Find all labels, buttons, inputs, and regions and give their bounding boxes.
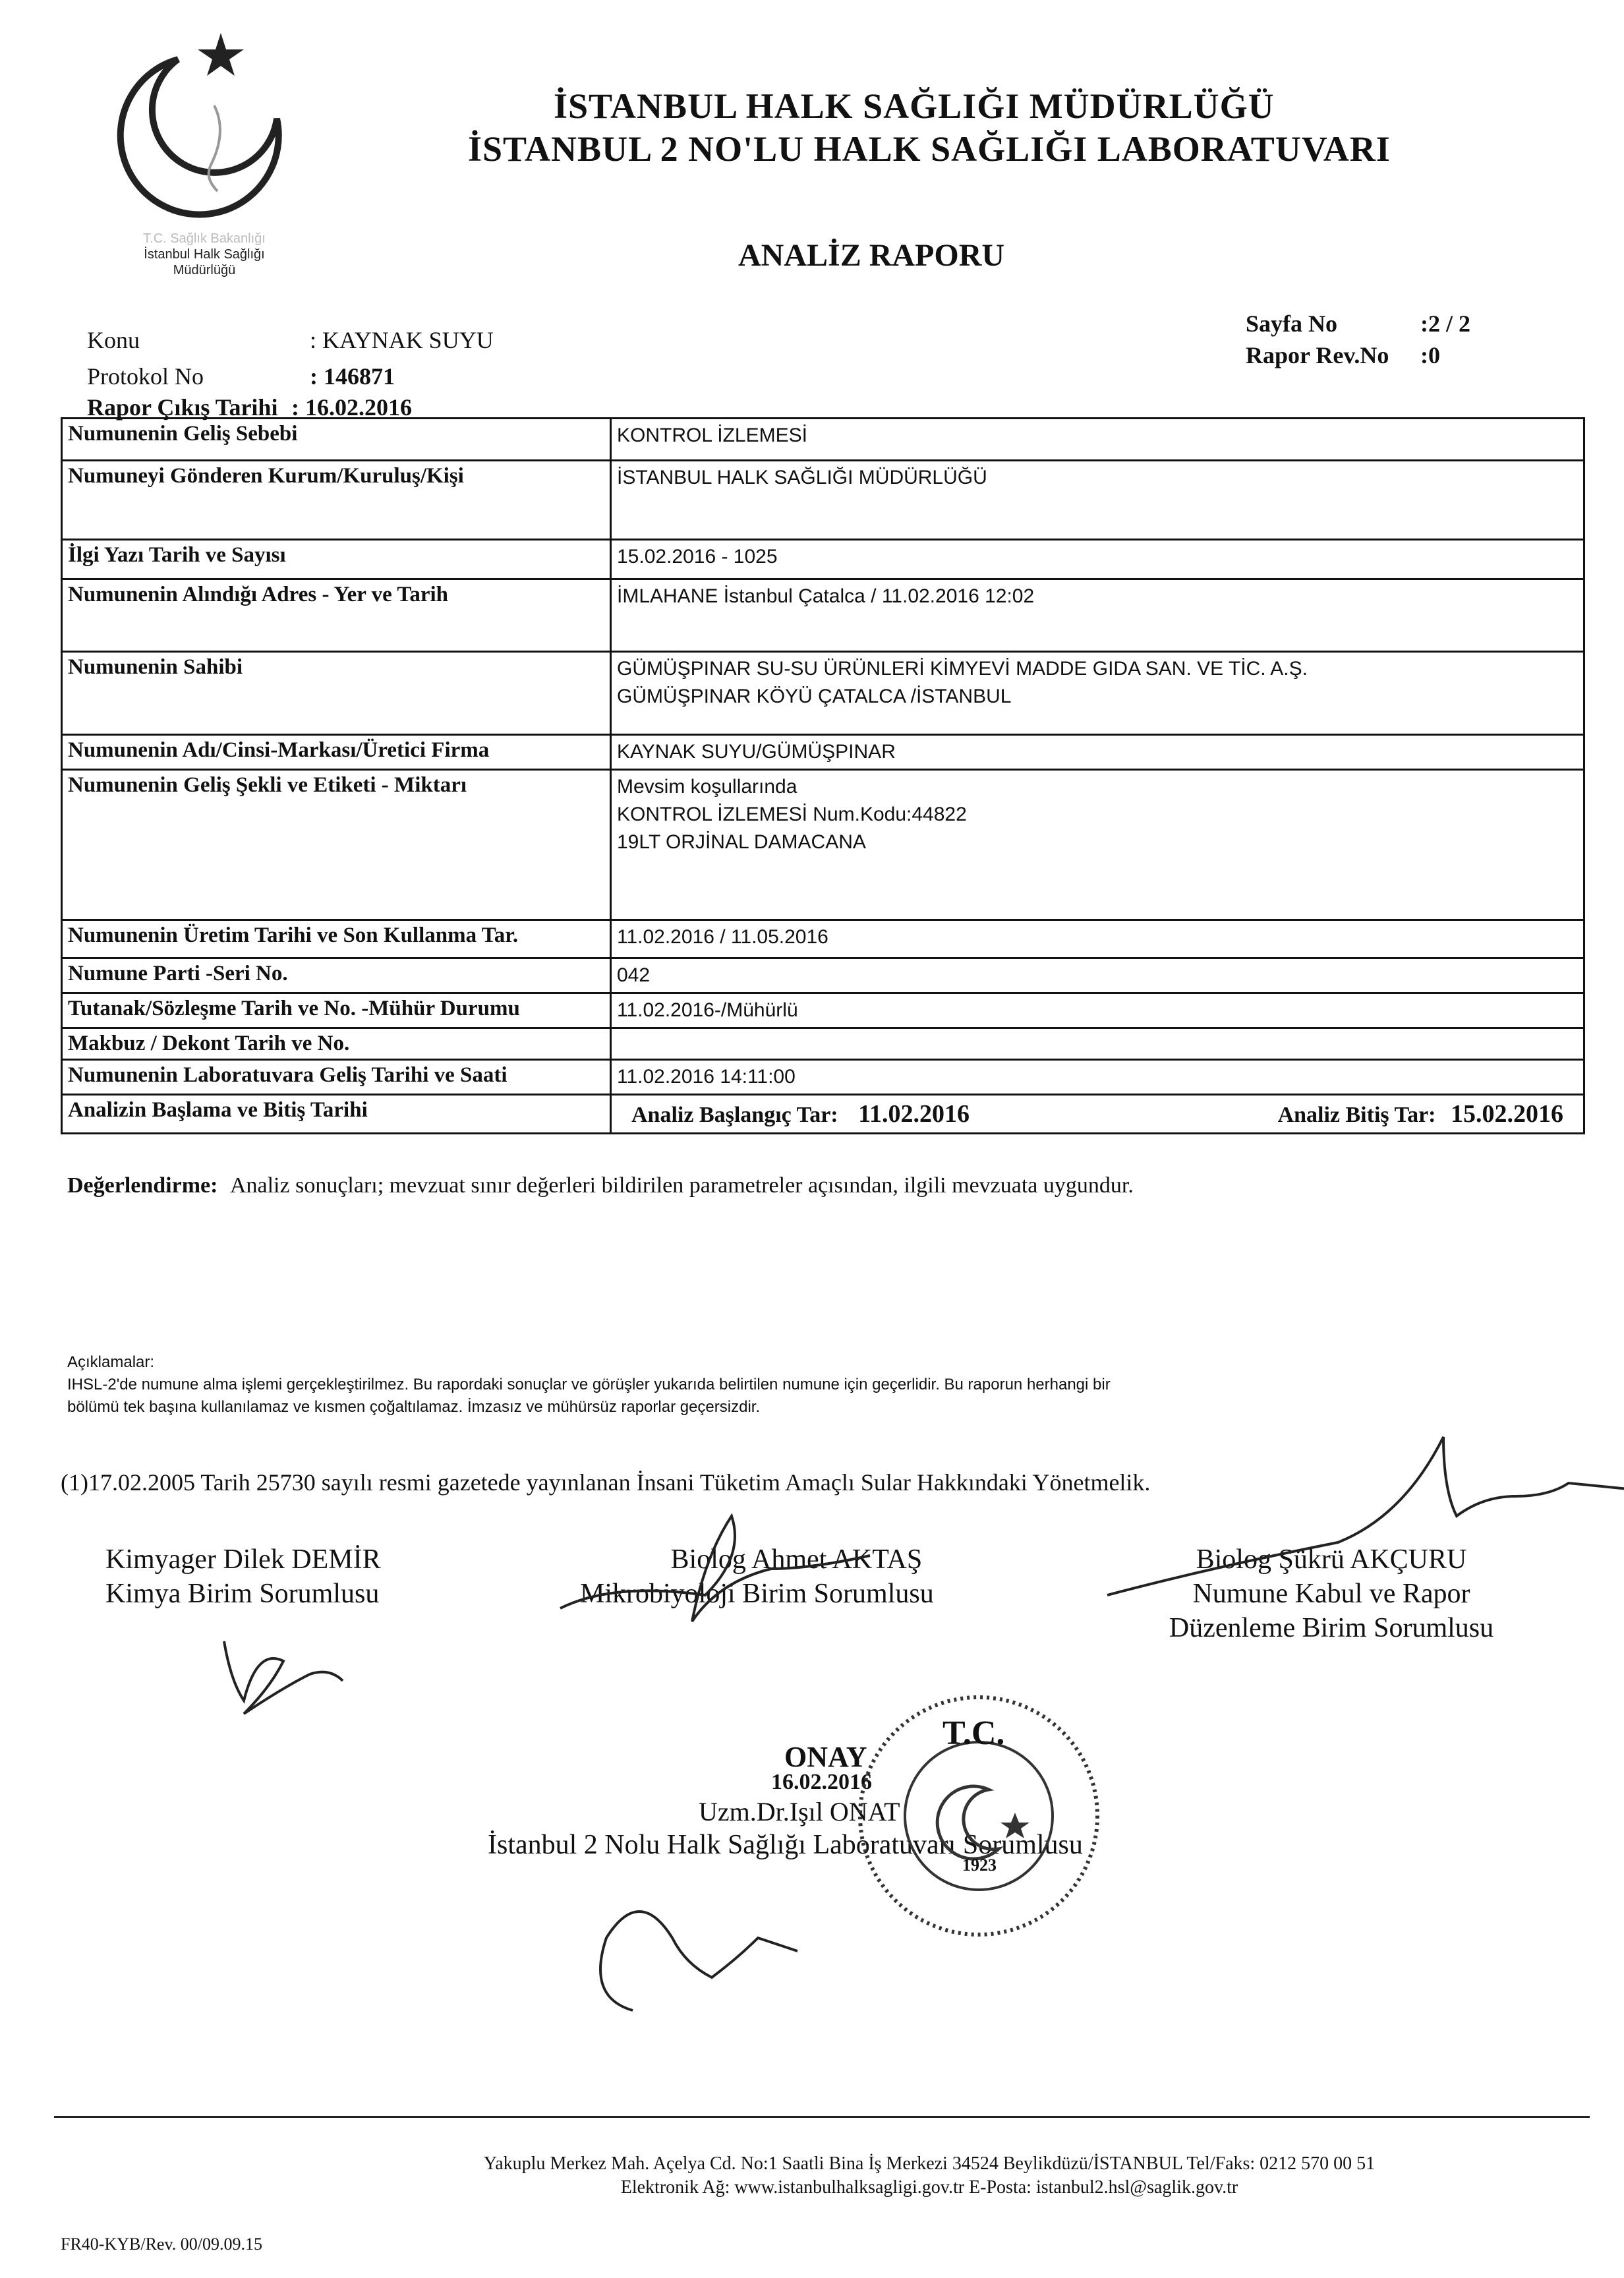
row-value-line-2: GÜMÜŞPINAR KÖYÜ ÇATALCA /İSTANBUL: [617, 686, 1012, 707]
row-value-line-1: Mevsim koşullarında: [617, 776, 798, 798]
row-value: 11.02.2016-/Mühürlü: [617, 999, 798, 1021]
notes-line-1: IHSL-2'de numune alma işlemi gerçekleştirilmez. Bu rapordaki sonuçlar ve görüşler yukarıda belirtilen numune için geçerlidir. Bu raporun herhangi bir: [67, 1376, 1111, 1393]
signer-role: Mikrobiyoloji Birim Sorumlusu: [580, 1579, 934, 1609]
notes-line-2: bölümü tek başına kullanılamaz ve kısmen çoğaltılamaz. İmzasız ve mühürsüz raporlar geçersizdir.: [67, 1398, 761, 1416]
logo-caption-ministry: T.C. Sağlık Bakanlığı: [143, 231, 266, 246]
row-value: 042: [617, 964, 651, 986]
analysis-start-label: Analiz Başlangıç Tar:: [631, 1103, 838, 1127]
stamp-year: 1923: [962, 1855, 997, 1875]
report-title: ANALİZ RAPORU: [738, 238, 1005, 273]
row-label: Numunenin Geliş Sebebi: [62, 419, 611, 461]
row-value: 15.02.2016 - 1025: [617, 546, 778, 568]
row-label: İlgi Yazı Tarih ve Sayısı: [62, 540, 611, 579]
footer-address: Yakuplu Merkez Mah. Açelya Cd. No:1 Saatli Bina İş Merkezi 34524 Beylikdüzü/İSTANBUL Tel/Faks: 0212 570 00 51: [483, 2153, 1376, 2174]
form-code: FR40-KYB/Rev. 00/09.09.15: [61, 2234, 262, 2254]
signer-name: Kimyager Dilek DEMİR: [105, 1544, 381, 1575]
report-date-value: : 16.02.2016: [291, 394, 412, 421]
analysis-end-label: Analiz Bitiş Tar:: [1277, 1103, 1436, 1127]
approver-name: Uzm.Dr.Işıl ONAT: [699, 1797, 900, 1826]
row-value: 11.02.2016 / 11.05.2016: [617, 926, 828, 948]
analysis-start-value: 11.02.2016: [858, 1100, 970, 1128]
footer-address-block: [316, 2152, 1542, 2200]
title-line-1: İSTANBUL HALK SAĞLIĞI MÜDÜRLÜĞÜ: [554, 86, 1275, 126]
official-stamp: [850, 1687, 1107, 1944]
row-value: 11.02.2016 14:11:00: [617, 1066, 796, 1088]
row-label: Numunenin Adı/Cinsi-Markası/Üretici Firma: [62, 735, 611, 770]
regulation-reference: (1)17.02.2005 Tarih 25730 sayılı resmi gazetede yayınlanan İnsani Tüketim Amaçlı Sular Hakkındaki Yönetmelik.: [61, 1469, 1151, 1496]
row-label: Numunenin Laboratuvara Geliş Tarihi ve Saati: [62, 1060, 611, 1095]
row-label: Numunenin Alındığı Adres - Yer ve Tarih: [62, 579, 611, 652]
signer-name: Biolog Şükrü AKÇURU: [1196, 1544, 1467, 1575]
evaluation-text: Analiz sonuçları; mevzuat sınır değerleri bildirilen parametreler açısından, ilgili mevzuata uygundur.: [229, 1173, 1134, 1198]
approval-label: ONAY: [784, 1741, 867, 1773]
revision-value: :0: [1420, 342, 1440, 368]
stamp-center-text: T.C.: [942, 1714, 1005, 1752]
logo-caption-directorate-2: Müdürlüğü: [173, 263, 236, 277]
row-value: İSTANBUL HALK SAĞLIĞI MÜDÜRLÜĞÜ: [617, 467, 987, 488]
konu-label: Konu: [87, 327, 140, 353]
signer-name: Biolog Ahmet AKTAŞ: [670, 1544, 923, 1575]
revision-label: Rapor Rev.No: [1246, 342, 1389, 368]
notes-heading: Açıklamalar:: [67, 1353, 155, 1371]
row-label: Numune Parti -Seri No.: [62, 958, 611, 993]
row-label: Numuneyi Gönderen Kurum/Kuruluş/Kişi: [62, 461, 611, 540]
page-no-value: :2 / 2: [1420, 310, 1470, 337]
row-value: KONTROL İZLEMESİ: [617, 424, 807, 446]
row-value: KAYNAK SUYU/GÜMÜŞPINAR: [617, 741, 896, 763]
page-no-label: Sayfa No: [1246, 310, 1338, 337]
row-label: Makbuz / Dekont Tarih ve No.: [62, 1028, 611, 1060]
report-date-label: Rapor Çıkış Tarihi: [87, 394, 278, 421]
row-label: Numunenin Üretim Tarihi ve Son Kullanma Tar.: [62, 920, 611, 958]
row-label: Analizin Başlama ve Bitiş Tarihi: [62, 1095, 611, 1134]
row-value-line-3: 19LT ORJİNAL DAMACANA: [617, 831, 866, 853]
approver-role: İstanbul 2 Nolu Halk Sağlığı Laboratuvarı Sorumlusu: [488, 1830, 1083, 1860]
protokol-label: Protokol No: [87, 363, 204, 390]
row-value-line-1: GÜMÜŞPINAR SU-SU ÜRÜNLERİ KİMYEVİ MADDE GIDA SAN. VE TİC. A.Ş.: [617, 658, 1308, 680]
evaluation-label: Değerlendirme:: [67, 1173, 218, 1198]
signer-role: Numune Kabul ve Rapor: [1192, 1579, 1470, 1609]
signer-role-2: Düzenleme Birim Sorumlusu: [1169, 1613, 1494, 1643]
row-label: Numunenin Sahibi: [62, 652, 611, 735]
row-label: Tutanak/Sözleşme Tarih ve No. -Mühür Durumu: [62, 993, 611, 1028]
signer-role: Kimya Birim Sorumlusu: [105, 1579, 380, 1609]
protokol-value: : 146871: [310, 363, 395, 390]
footer-rule: [54, 2116, 1590, 2118]
konu-value: : KAYNAK SUYU: [310, 327, 494, 353]
row-label: Numunenin Geliş Şekli ve Etiketi - Miktarı: [62, 770, 611, 920]
footer-contact: Elektronik Ağ: www.istanbulhalksagligi.gov.tr E-Posta: istanbul2.hsl@saglik.gov.tr: [620, 2177, 1238, 2198]
analysis-end-value: 15.02.2016: [1451, 1100, 1563, 1128]
logo-caption-directorate: İstanbul Halk Sağlığı: [144, 247, 265, 262]
row-value: İMLAHANE İstanbul Çatalca / 11.02.2016 12:02: [617, 585, 1035, 607]
row-value-line-2: KONTROL İZLEMESİ Num.Kodu:44822: [617, 803, 967, 825]
title-line-2: İSTANBUL 2 NO'LU HALK SAĞLIĞI LABORATUVARI: [468, 129, 1391, 169]
approval-date: 16.02.2016: [771, 1770, 872, 1794]
